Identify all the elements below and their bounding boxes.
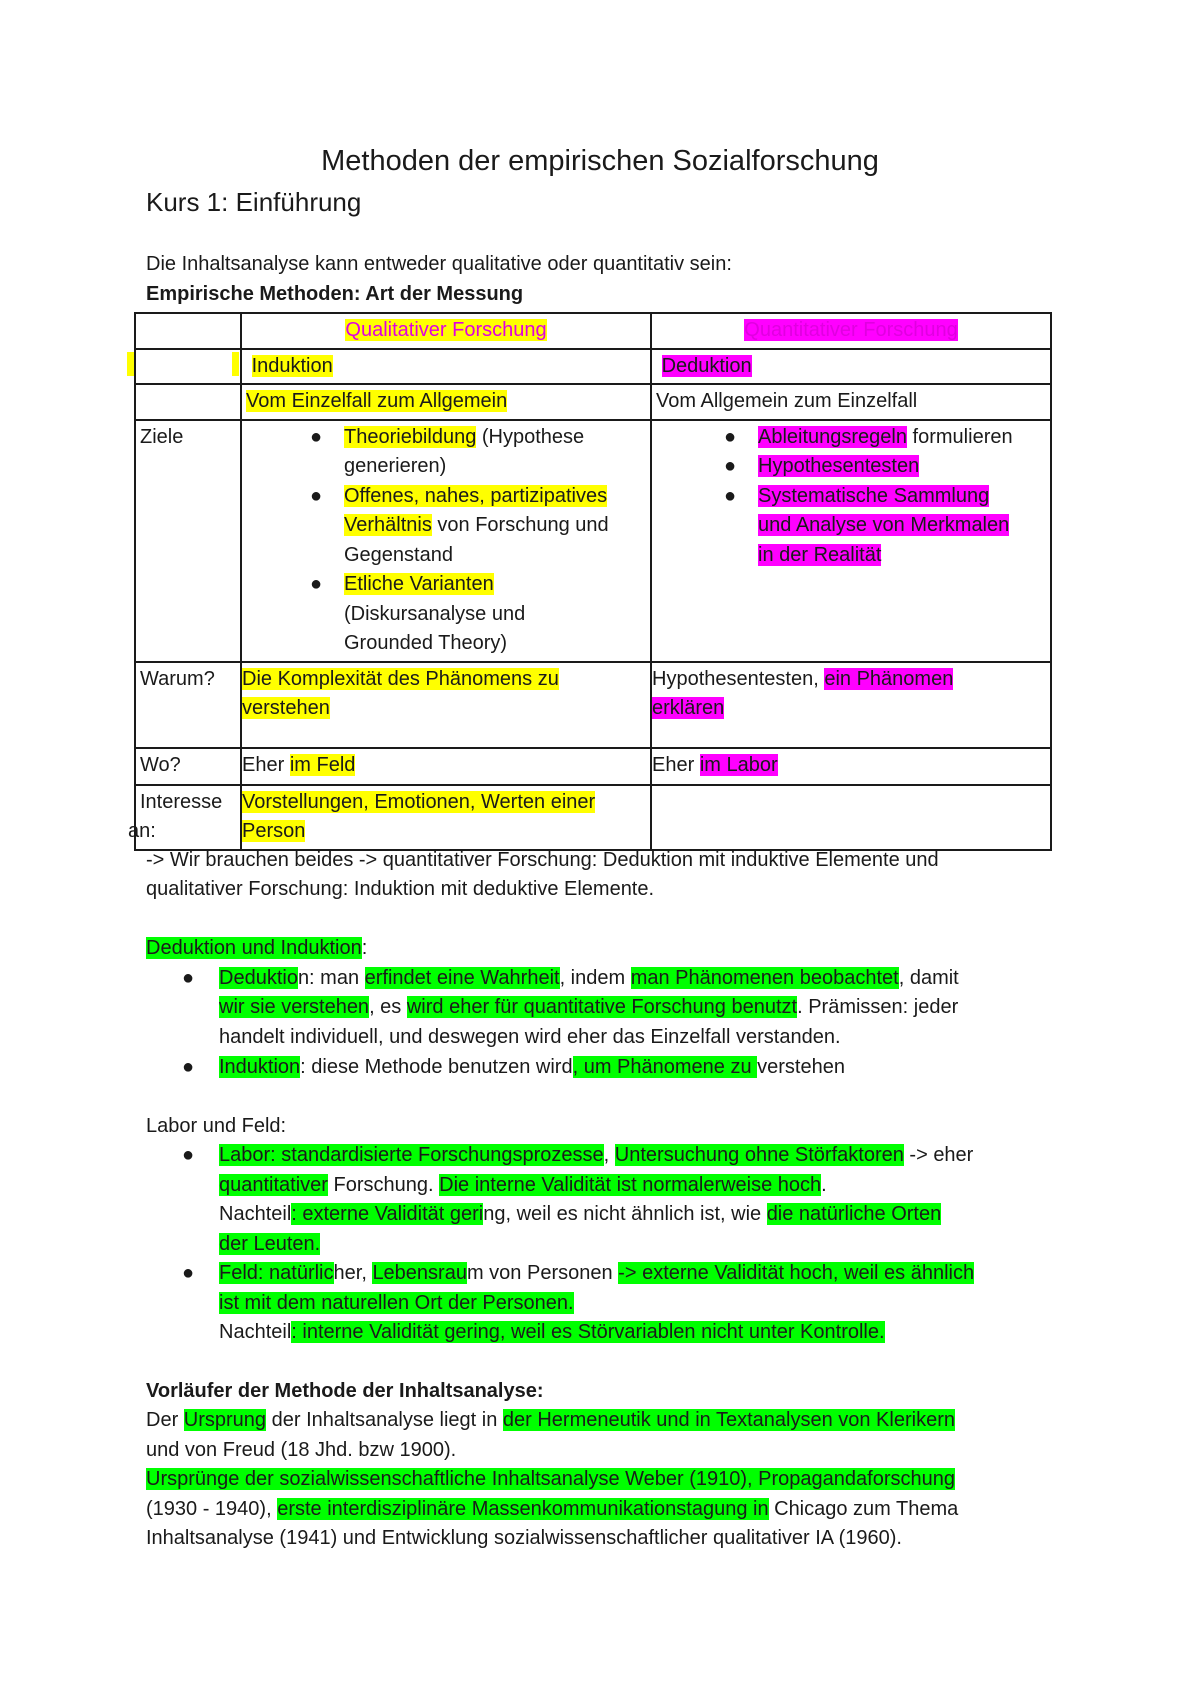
conclusion-line-1: -> Wir brauchen beides -> quantitativer Forschung: Deduktion mit induktive Elemente und — [146, 849, 939, 871]
table-row-interest: Interesse an: Vorstellungen, Emotionen, Werten einer Person — [135, 785, 1051, 850]
list-item: ● Ableitungsregeln formulieren — [758, 423, 1046, 453]
bullet-icon: ● — [182, 1056, 195, 1078]
label-interesse: Interesse — [140, 790, 223, 813]
cell-induktion: Induktion — [251, 354, 333, 377]
labor-line-2: quantitativer Forschung. Die interne Validität ist normalerweise hoch. — [219, 1174, 827, 1196]
document-subtitle: Kurs 1: Einführung — [146, 187, 362, 217]
table-row-goals — [135, 420, 1051, 662]
goals-quant-list — [656, 423, 1046, 571]
cell-direction-quant: Vom Allgemein zum Einzelfall — [656, 390, 918, 412]
section-heading-labor: Labor und Feld: — [146, 1115, 287, 1137]
list-item: ● Etliche Varianten (Diskursanalyse und Grounded Theory) — [344, 570, 646, 659]
bullet-icon: ● — [182, 1262, 195, 1284]
bullet-icon: ● — [724, 484, 737, 507]
document-title: Methoden der empirischen Sozialforschung — [321, 145, 879, 177]
list-item: ● Offenes, nahes, partizipatives Verhältnis von Forschung und Gegenstand — [344, 482, 646, 571]
deduktion-line-3: handelt individuell, und deswegen wird eher das Einzelfall verstanden. — [219, 1026, 841, 1048]
history-line-5: Inhaltsanalyse (1941) und Entwicklung sozialwissenschaftlicher qualitativer IA (1960). — [146, 1527, 902, 1549]
bullet-icon: ● — [724, 455, 737, 477]
history-line-3: Ursprünge der sozialwissenschaftliche Inhaltsanalyse Weber (1910), Propagandaforschung — [146, 1468, 955, 1490]
intro-text: Die Inhaltsanalyse kann entweder qualitative oder quantitativ sein: — [146, 253, 732, 275]
bullet-icon: ● — [724, 425, 737, 448]
deduktion-line-2: wir sie verstehen, es wird eher für quantitative Forschung benutzt. Prämissen: jeder — [219, 996, 959, 1018]
list-item: ● Hypothesentesten — [758, 452, 1046, 482]
history-line-4: (1930 - 1940), erste interdisziplinäre Massenkommunikationstagung in Chicago zum Thema — [146, 1498, 959, 1520]
labor-line-3: Nachteil: externe Validität gering, weil es nicht ähnlich ist, wie die natürliche Orten — [219, 1203, 942, 1225]
bullet-icon: ● — [182, 967, 195, 989]
bullet-icon: ● — [310, 425, 323, 448]
history-line-1: Der Ursprung der Inhaltsanalyse liegt in der Hermeneutik und in Textanalysen von Klerikern — [146, 1409, 955, 1431]
table-heading: Empirische Methoden: Art der Messung — [146, 283, 524, 305]
stray-highlight — [127, 352, 134, 376]
labor-line-4: der Leuten. — [219, 1233, 321, 1255]
label-wo: Wo? — [140, 753, 181, 776]
list-item: ● Systematische Sammlung und Analyse von Merkmalen in der Realität — [758, 482, 1046, 571]
deduktion-line-1: Deduktion: man erfindet eine Wahrheit, indem man Phänomenen beobachtet, damit — [219, 967, 959, 989]
induktion-line: Induktion: diese Methode benutzen wird, um Phänomene zu verstehen — [219, 1056, 845, 1078]
table-row-direction — [135, 384, 1051, 420]
cell-direction-qual: Vom Einzelfall zum Allgemein — [246, 390, 508, 412]
header-qualitative: Qualitativer Forschung — [345, 319, 547, 341]
goals-qual-list — [246, 423, 646, 659]
bullet-icon: ● — [182, 1144, 195, 1166]
section-heading-deduktion: Deduktion und Induktion: — [146, 937, 368, 959]
label-warum: Warum? — [140, 667, 215, 690]
cell-deduktion: Deduktion — [661, 354, 752, 377]
header-quantitative: Quantitativer Forschung — [744, 319, 958, 341]
history-line-2: und von Freud (18 Jhd. bzw 1900). — [146, 1439, 457, 1461]
bullet-icon: ● — [310, 573, 323, 595]
conclusion-line-2: qualitativer Forschung: Induktion mit deduktive Elemente. — [146, 878, 655, 900]
table-row-method — [135, 349, 1051, 385]
labor-line-1: Labor: standardisierte Forschungsprozesse, Untersuchung ohne Störfaktoren -> eher — [219, 1144, 974, 1166]
bullet-icon: ● — [310, 484, 323, 507]
table-row-where: Wo? Eher im Feld Eher im Labor — [135, 748, 1051, 785]
table-row-why: Warum? Die Komplexität des Phänomens zu verstehen Hypothesentesten, ein Phänomen erklären — [135, 662, 1051, 748]
feld-line-1: Feld: natürlicher, Lebensraum von Personen -> externe Validität hoch, weil es ähnlich — [219, 1262, 975, 1284]
section-heading-history: Vorläufer der Methode der Inhaltsanalyse: — [146, 1380, 544, 1402]
feld-line-2: ist mit dem naturellen Ort der Personen. — [219, 1292, 574, 1314]
methods-table — [128, 312, 1052, 851]
feld-line-3: Nachteil: interne Validität gering, weil es Störvariablen nicht unter Kontrolle. — [219, 1321, 885, 1343]
list-item: ● Theoriebildung (Hypothese generieren) — [344, 423, 646, 482]
label-ziele: Ziele — [140, 425, 184, 448]
table-row-header — [135, 313, 1051, 349]
